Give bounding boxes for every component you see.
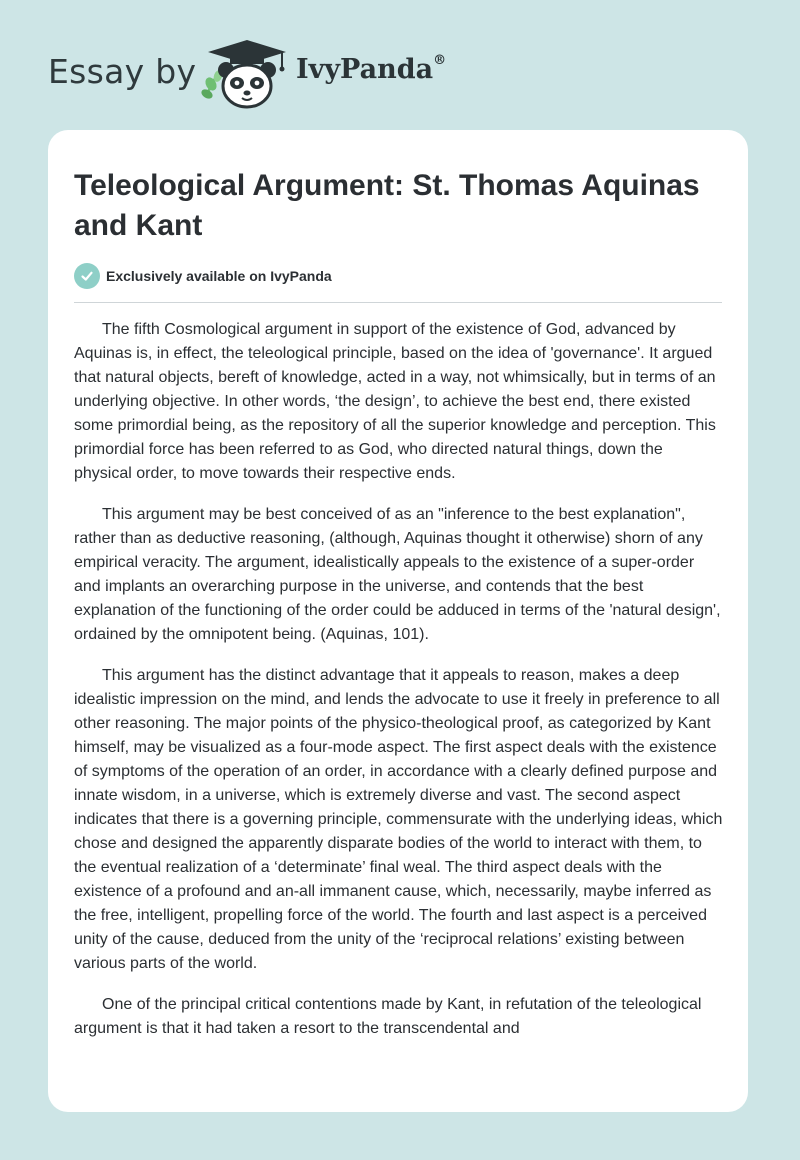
exclusive-badge-text: Exclusively available on IvyPanda [106, 268, 332, 284]
ivypanda-brand[interactable] [296, 54, 446, 85]
essay-card [48, 130, 748, 1112]
divider [74, 302, 722, 303]
registered-mark: ® [433, 53, 447, 68]
panda-logo-icon [200, 36, 295, 110]
essay-paragraph: This argument may be best conceived of as an "inference to the best explanation", rather than as deductive reasoning, (although, Aquinas thought it otherwise) shorn of any empirical veracity. The argument, idealistically appeals to the existence of a super-order and implants an overarching purpose in the universe, and contends that the best explanation of the functioning of the order could be adduced in terms of the 'natural design', ordained by the omnipotent being. (Aquinas, 101). [74, 506, 721, 643]
essay-paragraph: One of the principal critical contentions made by Kant, in refutation of the teleological argument is that it had taken a resort to the transcendental and [74, 996, 702, 1037]
essay-title: Teleological Argument: St. Thomas Aquinas and Kant [74, 169, 700, 242]
brand-name-text: IvyPanda [296, 54, 434, 85]
essay-by-label: Essay by [48, 52, 197, 91]
essay-paragraph: The fifth Cosmological argument in support of the existence of God, advanced by Aquinas is, in effect, the teleological principle, based on the idea of 'governance'. It argued that natural objects, bereft of knowledge, acted in a way, not whimsically, but in terms of an underlying objective. In other words, ‘the design’, to achieve the best end, there existed some primordial being, as the repository of all the superior knowledge and perception. This primordial force has been referred to as God, who directed natural things, down the physical order, to move towards their respective ends. [74, 321, 716, 482]
essay-body [74, 318, 724, 1058]
check-circle-icon [74, 263, 100, 289]
exclusive-badge [74, 263, 332, 289]
essay-paragraph: This argument has the distinct advantage that it appeals to reason, makes a deep idealistic impression on the mind, and lends the advocate to use it freely in preference to all other reasoning. The major points of the physico-theological proof, as categorized by Kant himself, may be visualized as a four-mode aspect. The first aspect deals with the existence of symptoms of the operation of an order, in accordance with a clearly defined purpose and innate wisdom, in a universe, which is extremely diverse and vast. The second aspect indicates that there is a governing principle, commensurate with the underlying ideas, which chose and designed the apparently disparate bodies of the world to interact with them, to the eventual realization of a ‘determinate’ final weal. The third aspect deals with the existence of a profound and an-all immanent cause, which, necessarily, maybe inferred as the free, intelligent, propelling force of the world. The fourth and last aspect is a perceived unity of the cause, deduced from the unity of the ‘reciprocal relations’ existing between various parts of the world. [74, 667, 723, 972]
site-header [0, 0, 800, 130]
